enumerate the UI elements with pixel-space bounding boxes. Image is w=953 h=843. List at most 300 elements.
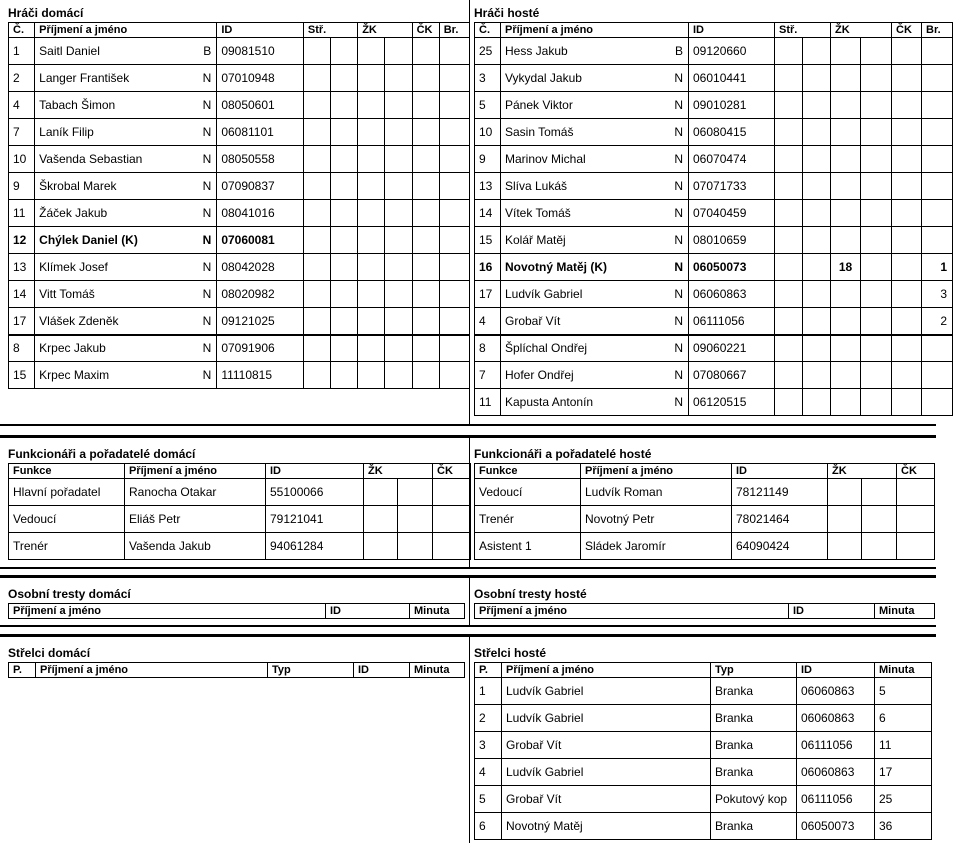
player-id: 07091906 bbox=[217, 335, 304, 362]
player-str-1 bbox=[303, 254, 330, 281]
player-position: B bbox=[191, 38, 217, 65]
player-zk-2 bbox=[385, 92, 412, 119]
header-name: Příjmení a jméno bbox=[475, 604, 789, 619]
player-zk-2 bbox=[385, 119, 412, 146]
player-id: 06050073 bbox=[689, 254, 775, 281]
player-zk-2 bbox=[385, 65, 412, 92]
player-name: Ludvík Gabriel bbox=[501, 281, 663, 308]
player-str-2 bbox=[803, 200, 831, 227]
player-goals bbox=[922, 38, 953, 65]
player-row bbox=[9, 308, 470, 335]
player-str-2 bbox=[331, 281, 358, 308]
player-zk-1 bbox=[831, 281, 861, 308]
player-ck bbox=[412, 335, 439, 362]
player-ck bbox=[892, 119, 922, 146]
scorer-row bbox=[475, 678, 932, 705]
player-number: 8 bbox=[475, 335, 501, 362]
scorer-type: Branka bbox=[711, 678, 797, 705]
player-row bbox=[9, 119, 470, 146]
player-number: 25 bbox=[475, 38, 501, 65]
official-zk-1 bbox=[828, 506, 862, 533]
player-position: N bbox=[663, 389, 689, 416]
scorers-section bbox=[0, 634, 936, 843]
player-id: 09121025 bbox=[217, 308, 304, 335]
player-name: Vykydal Jakub bbox=[501, 65, 663, 92]
player-zk-2 bbox=[861, 335, 892, 362]
player-zk-2 bbox=[861, 362, 892, 389]
official-zk-1 bbox=[364, 506, 398, 533]
player-str-1 bbox=[303, 362, 330, 389]
official-zk-2 bbox=[398, 479, 433, 506]
player-id: 08020982 bbox=[217, 281, 304, 308]
player-ck bbox=[892, 65, 922, 92]
player-goals bbox=[439, 38, 469, 65]
player-row bbox=[475, 254, 953, 281]
header-name: Příjmení a jméno bbox=[9, 604, 326, 619]
away-scorers-header-row bbox=[475, 663, 932, 678]
scorer-name: Ludvík Gabriel bbox=[502, 678, 711, 705]
penalties-section bbox=[0, 575, 936, 627]
scorer-name: Ludvík Gabriel bbox=[502, 759, 711, 786]
player-id: 09060221 bbox=[689, 335, 775, 362]
player-number: 4 bbox=[475, 308, 501, 335]
header-minute: Minuta bbox=[875, 663, 932, 678]
player-name: Klímek Josef bbox=[35, 254, 191, 281]
scorer-id: 06060863 bbox=[797, 678, 875, 705]
player-name: Slíva Lukáš bbox=[501, 173, 663, 200]
player-goals bbox=[922, 65, 953, 92]
player-id: 07090837 bbox=[217, 173, 304, 200]
player-zk-2 bbox=[385, 146, 412, 173]
player-zk-1 bbox=[358, 227, 385, 254]
official-name: Ludvík Roman bbox=[581, 479, 732, 506]
player-str-2 bbox=[331, 227, 358, 254]
official-id: 55100066 bbox=[266, 479, 364, 506]
player-row bbox=[475, 200, 953, 227]
player-zk-1 bbox=[831, 362, 861, 389]
official-zk-2 bbox=[398, 506, 433, 533]
player-goals bbox=[439, 281, 469, 308]
player-zk-2 bbox=[385, 173, 412, 200]
player-str-1 bbox=[775, 200, 803, 227]
player-str-1 bbox=[303, 65, 330, 92]
player-zk-2 bbox=[861, 146, 892, 173]
scorer-row bbox=[475, 759, 932, 786]
player-row bbox=[9, 362, 470, 389]
player-zk-1 bbox=[831, 227, 861, 254]
scorer-row bbox=[475, 813, 932, 840]
player-id: 08041016 bbox=[217, 200, 304, 227]
player-goals: 2 bbox=[922, 308, 953, 335]
player-id: 06010441 bbox=[689, 65, 775, 92]
away-players-table bbox=[474, 22, 953, 416]
player-goals bbox=[439, 308, 469, 335]
player-position: N bbox=[663, 92, 689, 119]
player-ck bbox=[892, 281, 922, 308]
official-row bbox=[475, 506, 935, 533]
player-str-2 bbox=[331, 119, 358, 146]
player-ck bbox=[412, 146, 439, 173]
player-zk-2 bbox=[861, 65, 892, 92]
header-type: Typ bbox=[711, 663, 797, 678]
home-officials-table bbox=[8, 463, 471, 560]
player-goals bbox=[439, 254, 469, 281]
header-name: Příjmení a jméno bbox=[125, 464, 266, 479]
player-row bbox=[9, 146, 470, 173]
player-goals: 3 bbox=[922, 281, 953, 308]
player-name: Pánek Viktor bbox=[501, 92, 663, 119]
player-zk-1 bbox=[358, 119, 385, 146]
player-goals bbox=[439, 65, 469, 92]
player-number: 7 bbox=[475, 362, 501, 389]
header-minute: Minuta bbox=[410, 604, 465, 619]
player-name: Chýlek Daniel (K) bbox=[35, 227, 191, 254]
player-str-1 bbox=[303, 146, 330, 173]
player-zk-2 bbox=[385, 227, 412, 254]
player-name: Vitt Tomáš bbox=[35, 281, 191, 308]
player-number: 13 bbox=[9, 254, 35, 281]
player-ck bbox=[412, 200, 439, 227]
official-id: 78121149 bbox=[732, 479, 828, 506]
player-goals bbox=[922, 362, 953, 389]
official-function: Hlavní pořadatel bbox=[9, 479, 125, 506]
player-zk-1 bbox=[358, 281, 385, 308]
player-name: Novotný Matěj (K) bbox=[501, 254, 663, 281]
player-row bbox=[475, 281, 953, 308]
official-id: 78021464 bbox=[732, 506, 828, 533]
player-position: N bbox=[191, 119, 217, 146]
player-id: 07040459 bbox=[689, 200, 775, 227]
official-function: Vedoucí bbox=[475, 479, 581, 506]
player-str-2 bbox=[803, 38, 831, 65]
player-name: Grobař Vít bbox=[501, 308, 663, 335]
player-ck bbox=[892, 308, 922, 335]
scorer-name: Novotný Matěj bbox=[502, 813, 711, 840]
player-str-1 bbox=[775, 362, 803, 389]
scorer-order: 2 bbox=[475, 705, 502, 732]
player-id: 07060081 bbox=[217, 227, 304, 254]
player-zk-2 bbox=[861, 308, 892, 335]
player-number: 15 bbox=[9, 362, 35, 389]
player-zk-2 bbox=[385, 254, 412, 281]
player-name: Langer František bbox=[35, 65, 191, 92]
header-ck: ČK bbox=[892, 23, 922, 38]
scorer-row bbox=[475, 705, 932, 732]
official-name: Vašenda Jakub bbox=[125, 533, 266, 560]
player-row bbox=[475, 119, 953, 146]
player-zk-2 bbox=[385, 362, 412, 389]
scorer-type: Branka bbox=[711, 759, 797, 786]
official-ck bbox=[433, 479, 471, 506]
player-number: 8 bbox=[9, 335, 35, 362]
player-name: Hess Jakub bbox=[501, 38, 663, 65]
player-position: N bbox=[663, 308, 689, 335]
header-zk: ŽK bbox=[358, 23, 412, 38]
player-zk-2 bbox=[385, 200, 412, 227]
header-br: Br. bbox=[922, 23, 953, 38]
player-goals bbox=[922, 389, 953, 416]
official-function: Vedoucí bbox=[9, 506, 125, 533]
player-name: Vlášek Zdeněk bbox=[35, 308, 191, 335]
player-name: Sasin Tomáš bbox=[501, 119, 663, 146]
player-row bbox=[475, 92, 953, 119]
officials-section bbox=[0, 435, 936, 569]
player-name: Vítek Tomáš bbox=[501, 200, 663, 227]
player-row bbox=[475, 335, 953, 362]
away-scorers-panel bbox=[470, 637, 936, 843]
away-penalties-panel bbox=[470, 578, 936, 625]
header-minute: Minuta bbox=[875, 604, 935, 619]
player-id: 09081510 bbox=[217, 38, 304, 65]
player-id: 08050601 bbox=[217, 92, 304, 119]
player-number: 5 bbox=[475, 92, 501, 119]
player-zk-2 bbox=[861, 38, 892, 65]
player-zk-1 bbox=[831, 389, 861, 416]
scorer-row bbox=[475, 732, 932, 759]
header-zk: ŽK bbox=[364, 464, 433, 479]
player-str-2 bbox=[803, 173, 831, 200]
player-str-2 bbox=[331, 92, 358, 119]
scorer-minute: 5 bbox=[875, 678, 932, 705]
player-str-2 bbox=[803, 254, 831, 281]
header-num: Č. bbox=[475, 23, 501, 38]
header-id: ID bbox=[266, 464, 364, 479]
player-ck bbox=[892, 335, 922, 362]
official-function: Trenér bbox=[9, 533, 125, 560]
player-number: 9 bbox=[475, 146, 501, 173]
away-officials-panel bbox=[470, 438, 936, 567]
player-ck bbox=[412, 227, 439, 254]
home-penalties-title: Osobní tresty domácí bbox=[8, 587, 131, 601]
player-position: N bbox=[663, 65, 689, 92]
player-goals bbox=[439, 119, 469, 146]
scorer-order: 4 bbox=[475, 759, 502, 786]
player-position: N bbox=[663, 362, 689, 389]
player-str-1 bbox=[775, 146, 803, 173]
header-type: Typ bbox=[268, 663, 354, 678]
player-str-2 bbox=[331, 146, 358, 173]
scorer-minute: 6 bbox=[875, 705, 932, 732]
player-ck bbox=[892, 389, 922, 416]
away-scorers-table bbox=[474, 662, 932, 840]
player-row bbox=[9, 200, 470, 227]
header-br: Br. bbox=[439, 23, 469, 38]
scorer-name: Ludvík Gabriel bbox=[502, 705, 711, 732]
player-number: 1 bbox=[9, 38, 35, 65]
home-scorers-panel bbox=[4, 637, 470, 843]
player-number: 7 bbox=[9, 119, 35, 146]
player-number: 11 bbox=[475, 389, 501, 416]
player-goals bbox=[439, 227, 469, 254]
player-name: Tabach Šimon bbox=[35, 92, 191, 119]
header-name: Příjmení a jméno bbox=[35, 23, 217, 38]
player-number: 15 bbox=[475, 227, 501, 254]
header-id: ID bbox=[217, 23, 304, 38]
player-zk-1 bbox=[831, 200, 861, 227]
official-row bbox=[9, 533, 471, 560]
player-zk-1 bbox=[358, 65, 385, 92]
player-number: 9 bbox=[9, 173, 35, 200]
player-position: B bbox=[663, 38, 689, 65]
header-ck: ČK bbox=[433, 464, 471, 479]
scorer-order: 6 bbox=[475, 813, 502, 840]
scorer-order: 1 bbox=[475, 678, 502, 705]
player-number: 3 bbox=[475, 65, 501, 92]
player-zk-1 bbox=[831, 38, 861, 65]
player-zk-2 bbox=[861, 254, 892, 281]
player-ck bbox=[892, 173, 922, 200]
player-row bbox=[9, 335, 470, 362]
home-officials-panel bbox=[4, 438, 470, 567]
away-officials-title: Funkcionáři a pořadatelé hosté bbox=[474, 447, 652, 461]
scorer-id: 06050073 bbox=[797, 813, 875, 840]
scorer-row bbox=[475, 786, 932, 813]
official-id: 64090424 bbox=[732, 533, 828, 560]
header-p: P. bbox=[9, 663, 36, 678]
player-ck bbox=[892, 92, 922, 119]
official-name: Sládek Jaromír bbox=[581, 533, 732, 560]
scorer-name: Grobař Vít bbox=[502, 786, 711, 813]
official-zk-1 bbox=[364, 479, 398, 506]
home-players-title: Hráči domácí bbox=[8, 6, 84, 20]
player-name: Kapusta Antonín bbox=[501, 389, 663, 416]
player-zk-1 bbox=[358, 362, 385, 389]
header-zk: ŽK bbox=[828, 464, 897, 479]
player-str-1 bbox=[303, 281, 330, 308]
player-row bbox=[9, 38, 470, 65]
scorer-id: 06060863 bbox=[797, 759, 875, 786]
player-zk-2 bbox=[861, 389, 892, 416]
player-number: 10 bbox=[475, 119, 501, 146]
player-str-1 bbox=[303, 38, 330, 65]
player-zk-1 bbox=[358, 38, 385, 65]
home-officials-header-row bbox=[9, 464, 471, 479]
player-str-2 bbox=[803, 335, 831, 362]
player-goals bbox=[922, 173, 953, 200]
header-id: ID bbox=[797, 663, 875, 678]
away-players-header-row bbox=[475, 23, 953, 38]
player-ck bbox=[412, 38, 439, 65]
player-str-1 bbox=[775, 281, 803, 308]
home-scorers-title: Střelci domácí bbox=[8, 646, 91, 660]
player-id: 06060863 bbox=[689, 281, 775, 308]
player-row bbox=[475, 362, 953, 389]
player-str-2 bbox=[803, 92, 831, 119]
player-str-2 bbox=[803, 146, 831, 173]
player-name: Saitl Daniel bbox=[35, 38, 191, 65]
header-name: Příjmení a jméno bbox=[581, 464, 732, 479]
player-goals bbox=[439, 362, 469, 389]
official-zk-1 bbox=[828, 479, 862, 506]
official-name: Eliáš Petr bbox=[125, 506, 266, 533]
header-ck: ČK bbox=[412, 23, 439, 38]
away-players-title: Hráči hosté bbox=[474, 6, 540, 20]
player-ck bbox=[412, 119, 439, 146]
player-zk-1 bbox=[831, 308, 861, 335]
away-officials-table bbox=[474, 463, 935, 560]
player-id: 11110815 bbox=[217, 362, 304, 389]
home-penalties-table bbox=[8, 603, 465, 619]
player-str-1 bbox=[303, 227, 330, 254]
official-name: Novotný Petr bbox=[581, 506, 732, 533]
player-position: N bbox=[191, 65, 217, 92]
player-position: N bbox=[191, 335, 217, 362]
player-goals bbox=[439, 173, 469, 200]
player-goals bbox=[439, 92, 469, 119]
header-str: Stř. bbox=[775, 23, 831, 38]
away-players-body bbox=[475, 38, 953, 416]
player-row bbox=[475, 38, 953, 65]
player-ck bbox=[892, 227, 922, 254]
player-name: Žáček Jakub bbox=[35, 200, 191, 227]
header-id: ID bbox=[689, 23, 775, 38]
player-str-1 bbox=[303, 173, 330, 200]
player-zk-1 bbox=[831, 173, 861, 200]
official-ck bbox=[897, 479, 935, 506]
away-players-panel bbox=[470, 0, 948, 424]
player-goals bbox=[439, 200, 469, 227]
player-str-2 bbox=[803, 389, 831, 416]
header-id: ID bbox=[354, 663, 410, 678]
scorer-order: 3 bbox=[475, 732, 502, 759]
player-row bbox=[475, 389, 953, 416]
header-id: ID bbox=[789, 604, 875, 619]
header-num: Č. bbox=[9, 23, 35, 38]
player-str-1 bbox=[775, 92, 803, 119]
player-number: 16 bbox=[475, 254, 501, 281]
player-zk-2 bbox=[861, 119, 892, 146]
player-str-1 bbox=[775, 335, 803, 362]
away-officials-body bbox=[475, 479, 935, 560]
player-str-2 bbox=[803, 281, 831, 308]
player-name: Šplíchal Ondřej bbox=[501, 335, 663, 362]
player-row bbox=[475, 308, 953, 335]
player-position: N bbox=[663, 254, 689, 281]
player-zk-2 bbox=[861, 227, 892, 254]
player-zk-2 bbox=[385, 281, 412, 308]
player-zk-1 bbox=[358, 254, 385, 281]
home-penalties-header-row bbox=[9, 604, 465, 619]
player-name: Vašenda Sebastian bbox=[35, 146, 191, 173]
player-row bbox=[475, 146, 953, 173]
official-ck bbox=[433, 533, 471, 560]
player-str-1 bbox=[303, 200, 330, 227]
official-id: 94061284 bbox=[266, 533, 364, 560]
player-str-1 bbox=[775, 173, 803, 200]
player-name: Laník Filip bbox=[35, 119, 191, 146]
player-id: 07010948 bbox=[217, 65, 304, 92]
away-scorers-title: Střelci hosté bbox=[474, 646, 547, 660]
player-zk-1 bbox=[358, 173, 385, 200]
player-goals bbox=[922, 119, 953, 146]
scorer-minute: 11 bbox=[875, 732, 932, 759]
player-ck bbox=[412, 254, 439, 281]
home-officials-body bbox=[9, 479, 471, 560]
player-name: Krpec Maxim bbox=[35, 362, 191, 389]
player-goals bbox=[922, 146, 953, 173]
official-zk-2 bbox=[862, 506, 897, 533]
player-str-2 bbox=[331, 38, 358, 65]
player-zk-2 bbox=[861, 173, 892, 200]
player-row bbox=[9, 227, 470, 254]
official-zk-2 bbox=[398, 533, 433, 560]
player-zk-1 bbox=[831, 119, 861, 146]
player-str-2 bbox=[803, 65, 831, 92]
player-id: 06120515 bbox=[689, 389, 775, 416]
player-zk-2 bbox=[861, 92, 892, 119]
player-zk-2 bbox=[385, 308, 412, 335]
player-str-1 bbox=[775, 308, 803, 335]
